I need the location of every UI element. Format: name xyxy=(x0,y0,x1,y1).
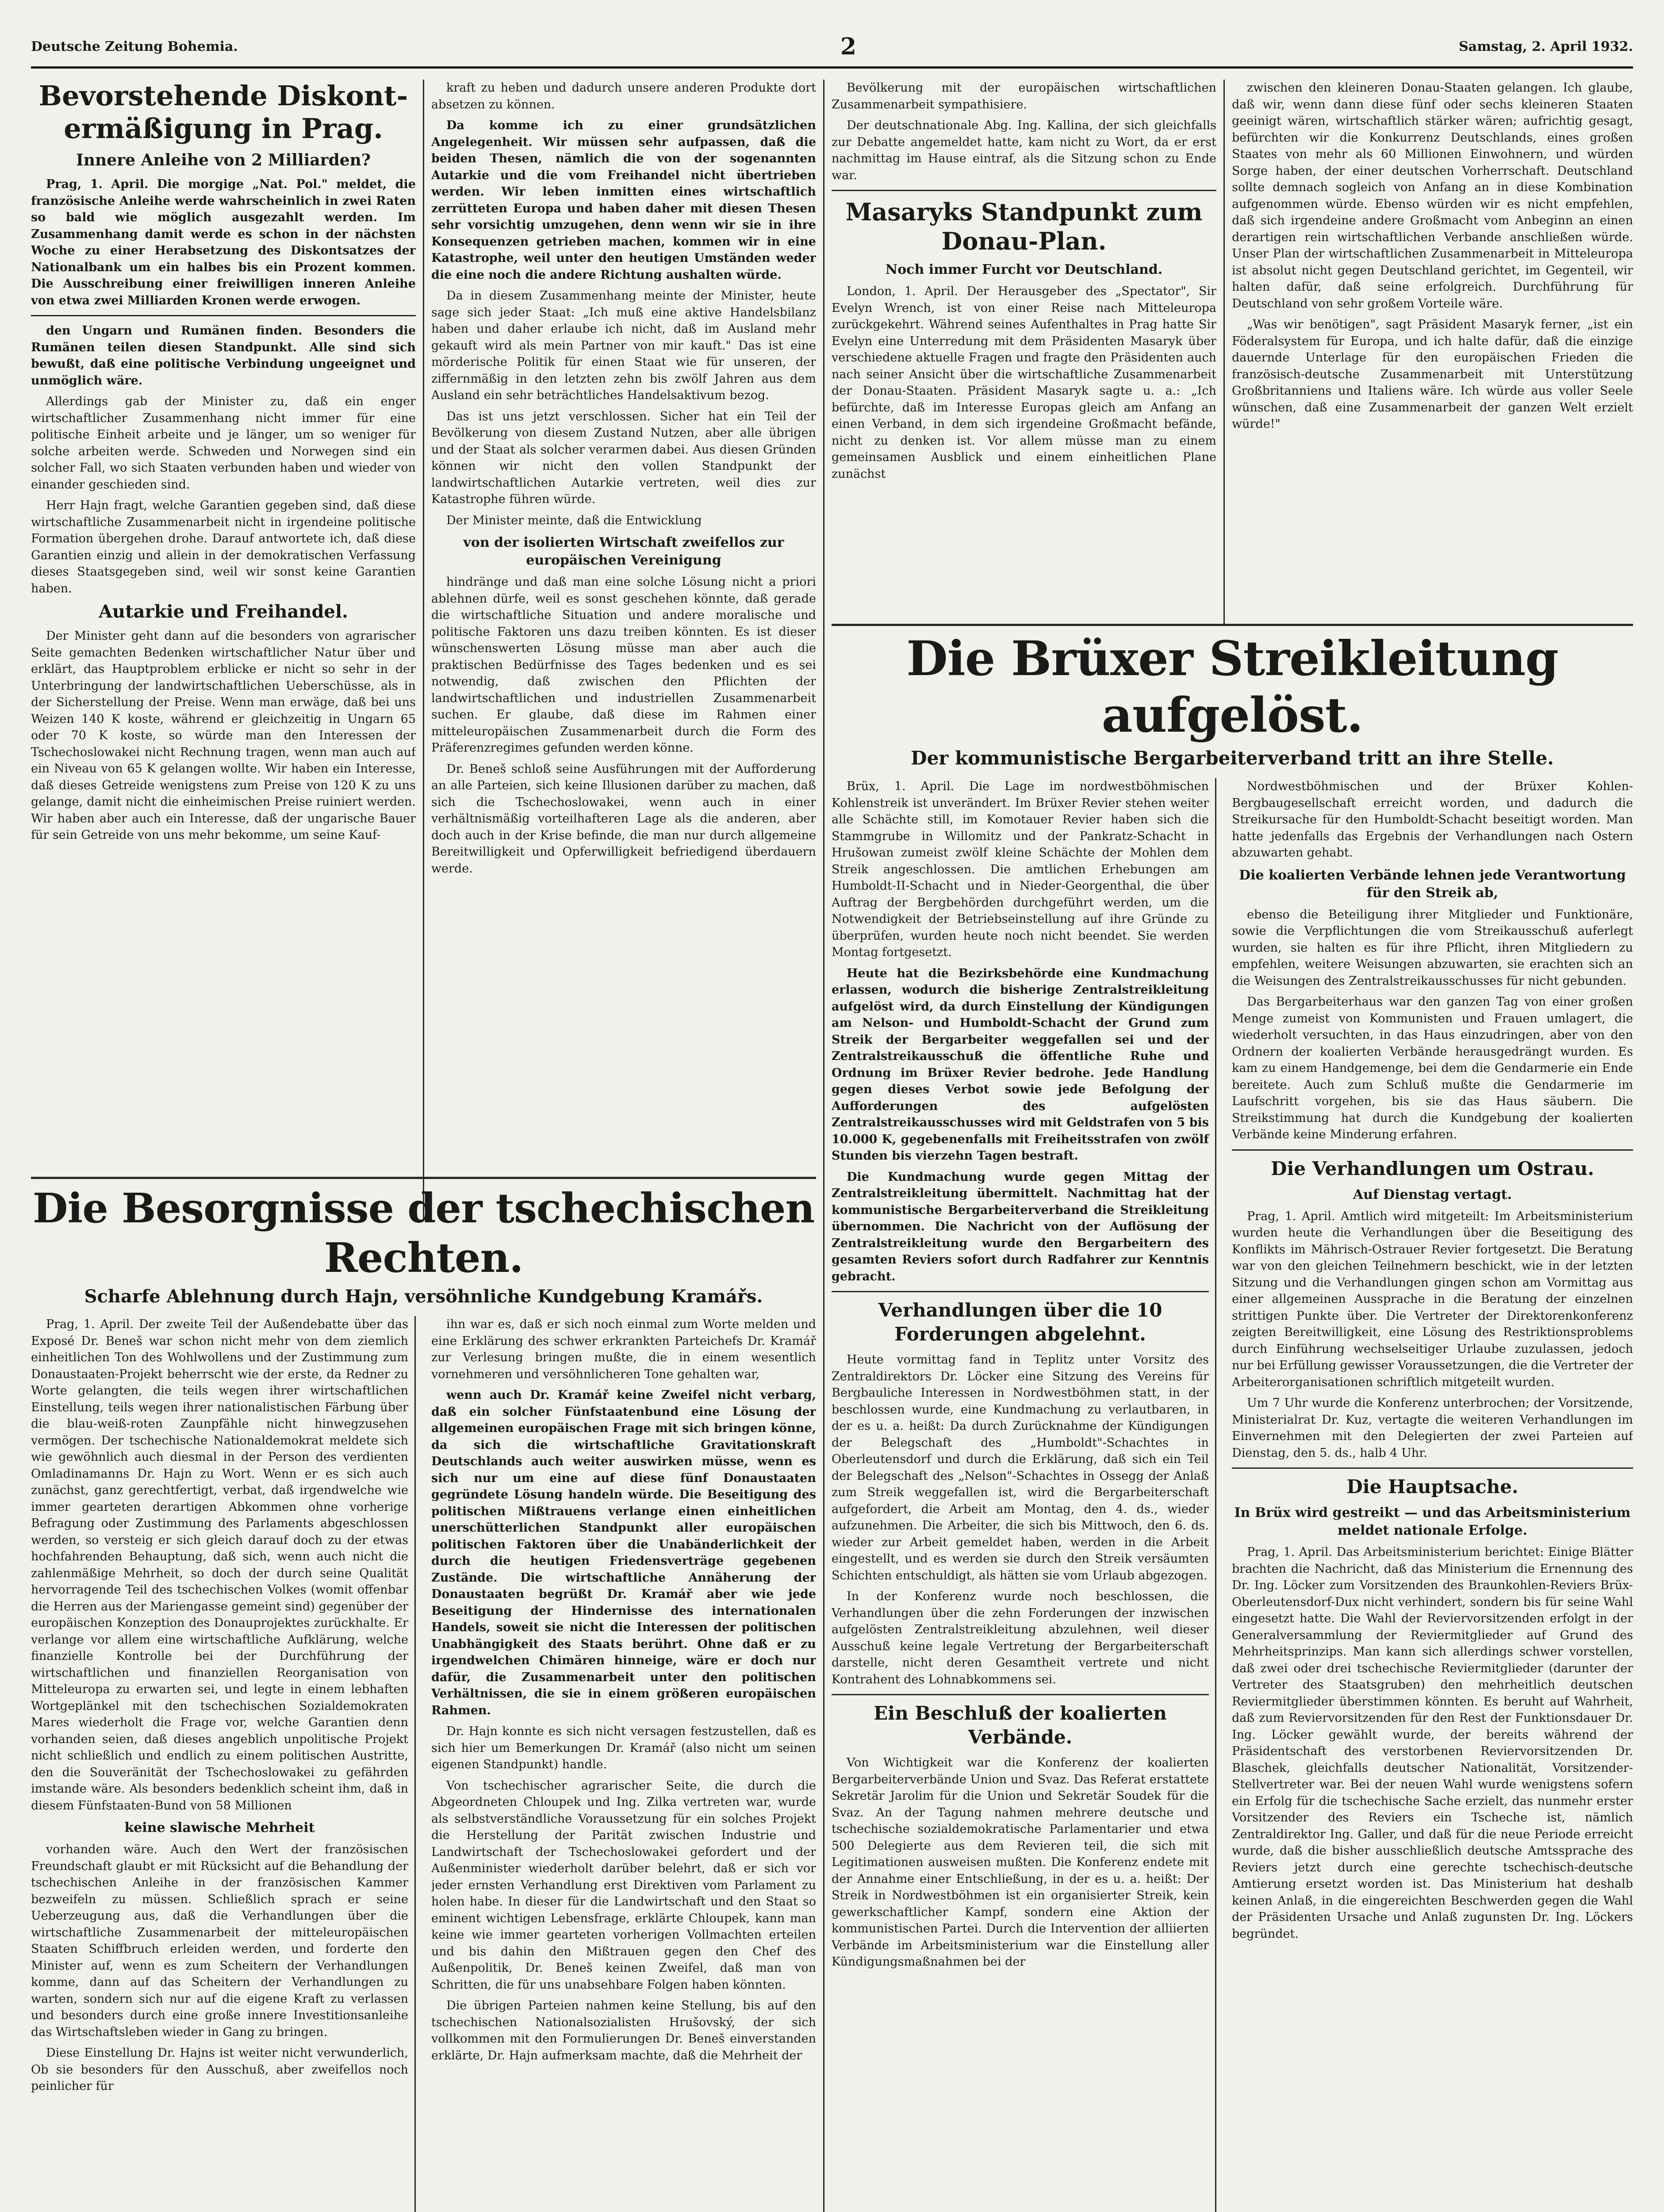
column-1 xyxy=(31,80,416,1168)
article-headline-besorgnisse: Die Besorgnisse der tschechischen Rechten. xyxy=(32,1184,815,1282)
article-paragraph: Brüx, 1. April. Die Lage im nordwestböhmischen Kohlenstreik ist unverändert. Im Brüxer Revier stehen weiter alle Schächte still, im Komotauer Revier haben sich die Stammgrube in Willomitz und der Pankratz-Schacht in Hrušowan zumeist zwölf kleine Schächte der Mohlen dem Streik angeschlossen. Die amtlichen Erhebungen am Humboldt-II-Schacht und in Nieder-Georgenthal, die über Auftrag der Bergbehörden durchgeführt werden, um die Notwendigkeit der Betriebseinstellung auf ihre Gründe zu überprüfen, wurden heute noch nicht beendet. Sie werden Montag fortgesetzt. xyxy=(832,780,1209,959)
masthead xyxy=(31,27,1633,69)
divider xyxy=(832,1291,1209,1292)
article-paragraph: London, 1. April. Der Herausgeber des „Spectator", Sir Evelyn Wrench, ist von einer Reise nach Mitteleuropa zurückgekehrt. Während seines Aufenthaltes in Prag hatte Sir Evelyn eine Unterredung mit dem Präsidenten Masaryk über verschiedene aktuelle Fragen und fragte den Präsidenten auch nach seiner Ansicht über die wirtschaftliche Zusammenarbeit der Donau-Staaten. Präsident Masaryk sagte u. a.: „Ich befürchte, daß im Interesse Europas gleich am Anfang an einen Verband, in dem sich irgendeine Großmacht befände, nicht zu denken ist. Vor allem müsse man zu einem gemeinsamen Ausblick und einem einheitlichen Plane zunächst xyxy=(832,284,1216,481)
divider xyxy=(1232,1467,1633,1469)
czech-columns xyxy=(31,1316,816,2212)
section-heading-koalierte: Die koalierten Verbände lehnen jede Verantwortung für den Streik ab, xyxy=(1239,867,1626,901)
article-headline-streikleitung: Die Brüxer Streikleitung aufgelöst. xyxy=(906,631,1558,743)
article-paragraph: Prag, 1. April. Der zweite Teil der Außendebatte über das Exposé Dr. Beneš war schon nicht mehr von dem ziemlich einheitlichen Ton des Wohlwollens und der Zustimmung zum Donaustaaten-Projekt beherrscht wie der erste, da Redner zu Worte gelangten, die teils wegen ihrer wirtschaftlichen Einstellung, teils wegen ihrer nationalistischen Färbung über die blau-weiß-roten Zaunpfähle nicht hinwegzusehen vermögen. Der tschechische Nationaldemokrat meldete sich wie gewöhnlich auch diesmal in der Person des verdienten Omladinamanns Dr. Hajn zu Wort. Wenn er es sich auch zunächst, ganz gerechtfertigt, verbat, daß irgendwelche wie immer gearteten derartigen Abkommen ohne vorherige Befragung oder Zustimmung des Parlaments abgeschlossen werden, so versteig er sich gleich darauf doch zu der etwas hochfahrenden Behauptung, daß sich, wenn auch nicht die zahlenmäßige Mehrheit, so doch der durch seine Qualität hervorragende Teil des tschechischen Volkes (womit offenbar die Herren aus der Mariengasse gemeint sind) gegenüber der europäischen Konzeption des Donauprojektes zurückhalte. Er verlange vor allem eine wirtschaftliche Aufklärung, welche finanzielle Kontrolle bei der Durchführung der wirtschaftlichen und finanziellen Reorganisation von Mitteleuropa zu erwarten sei, und legte in einem lebhaften Wortgeplänkel mit den tschechischen Sozialdemokraten Mares wiederholt die Frage vor, welche Garantien denn vorhanden seien, daß dieses angeblich unpolitische Projekt nicht schließlich und endlich zu einem politischen Austritte, den die Souveränität der Tschechoslowakei zu gefährden imstande wäre. Als besonders bedenklich scheint ihm, daß in diesem Fünfstaaten-Bund von 58 Millionen xyxy=(31,1317,408,1813)
strike-columns xyxy=(832,778,1633,2212)
section-heading-beschluss: Ein Beschluß der koalierten Verbände. xyxy=(874,1702,1167,1748)
section-subheading-brux: In Brüx wird gestreikt — und das Arbeitsministerium meldet nationale Erfolge. xyxy=(1234,1505,1631,1538)
article-paragraph: Dr. Beneš schloß seine Ausführungen mit der Aufforderung an alle Parteien, sich keine Illusionen darüber zu machen, daß sich die Tschechoslowakei, wenn auch in einer verhältnismäßig vorteilhafteren Lage als die anderen, aber doch auch in der Krise befinde, die man nur durch allgemeine Bereitwilligkeit und Opferwilligkeit befriedigend überdauern werde. xyxy=(431,762,816,876)
divider xyxy=(832,624,1633,626)
article-paragraph: Allerdings gab der Minister zu, daß ein enger wirtschaftlicher Zusammenhang nicht immer für eine politische Einheit arbeite und je länger, um so weniger für solche arbeiten werde. Schweden und Norwegen sind ein solcher Fall, wo sich Staaten verbunden haben und wieder von einander geschieden sind. xyxy=(31,395,416,492)
divider xyxy=(31,1177,816,1179)
article-paragraph: Prag, 1. April. Die morgige „Nat. Pol." meldet, die französische Anleihe werde wahrscheinlich in zwei Raten so bald wie möglich ausgezahlt werden. Im Zusammenhang damit werde es schon in der nächsten Woche zu einer Herabsetzung des Diskontsatzes der Nationalbank um ein halbes bis ein Prozent kommen. Die Ausschreibung einer freiwilligen inneren Anleihe von etwa zwei Milliarden Kronen werde erwogen. xyxy=(31,177,416,307)
section-heading-isolierte: von der isolierten Wirtschaft zweifellos zur europäischen Vereinigung xyxy=(463,535,784,568)
article-czech-right xyxy=(31,1177,816,2212)
column-rule xyxy=(423,80,424,1221)
section-heading-ostrau: Die Verhandlungen um Ostrau. xyxy=(1271,1157,1594,1179)
page-number: 2 xyxy=(840,33,857,60)
article-paragraph: vorhanden wäre. Auch den Wert der französischen Freundschaft glaubt er mit Rücksicht auf die Behandlung der tschechischen Anleihe in der französischen Kammer bezweifeln zu müssen. Schließlich sprach er seine Ueberzeugung aus, daß die Verhandlungen über die wirtschaftliche Zusammenarbeit der mitteleuropäischen Staaten Schiffbruch erleiden werden, und forderte den Minister auf, wenn es zum Scheitern der Verhandlungen komme, dann auf das Scheitern der Verhandlungen zu warten, sondern sich nur auf die eigene Kraft zu verlassen und besonders durch eine große innere Investitionsanleihe das Wirtschaftsleben wieder in Gang zu bringen. xyxy=(31,1843,408,2039)
divider xyxy=(832,190,1216,191)
article-subheadline-anleihe: Innere Anleihe von 2 Milliarden? xyxy=(76,151,371,169)
article-paragraph: „Was wir benötigen", sagt Präsident Masaryk ferner, „ist ein Föderalsystem für Europa, und ich halte dafür, daß die einzige dauernde Unterlage für den europäischen Frieden die französisch-deutsche Zusammenarbeit mit Unterstützung Großbritanniens und Italiens wäre. Ich würde aus voller Seele wünschen, daß eine Zusammenarbeit der ganzen Welt erzielt würde!" xyxy=(1232,318,1633,431)
article-paragraph: Da in diesem Zusammenhang meinte der Minister, heute sage sich jeder Staat: „Ich muß eine aktive Handelsbilanz haben und daher erlaube ich nicht, daß im Ausland mehr gekauft wird als mein Partner von mir kauft." Das ist eine mörderische Politik für einen Staat wie für unseren, der ziffernmäßig in den letzten zehn bis zwölf Jahren aus dem Ausland ein sehr beträchtliches Handelsaktivum bezog. xyxy=(431,289,816,402)
divider xyxy=(31,315,416,316)
section-heading-slawisch: keine slawische Mehrheit xyxy=(124,1820,315,1836)
article-paragraph: Das ist uns jetzt verschlossen. Sicher hat ein Teil der Bevölkerung von diesem Zustand Nutzen, aber alle übrigen und der Staat als solcher verarmen dabei. Aus diesen Gründen können wir nicht den vollen Standpunkt der landwirtschaftlichen Autarkie vertreten, weil dies zur Katastrophe führen würde. xyxy=(431,409,816,506)
article-paragraph: Prag, 1. April. Das Arbeitsministerium berichtet: Einige Blätter brachten die Nachricht, daß das Ministerium die Ernennung des Dr. Ing. Löcker zum Vorsitzenden des Braunkohlen-Reviers Brüx-Oberleutensdorf-Dux nicht verhindert, sondern bis für seine Wahl eingesetzt hatte. Die Wahl der Reviervorsitzenden erfolgt in der Generalversammlung der Reviermitglieder auf Grund des Mehrheitsprinzips. Man kann sich allerdings schwer vorstellen, daß zwei oder drei tschechische Reviermitglieder (darunter der Vertreter des Staatsgruben) den mehrheitlich deutschen Reviermitglieder überstimmen könnten. Es beruht auf Wahrheit, daß zum Reviervorsitzenden für den Rest der Funktionsdauer Dr. Ing. Löcker gewählt wurde, der bereits während der Präsidentschaft des verstorbenen Reviervorsitzenden Dr. Blaschek, gleichfalls deutscher Nationalität, Vorsitzender-Stellvertreter war. Bei der neuen Wahl wurde wenigstens sofern ein Erfolg für die tschechische Sache erzielt, das nunmehr erster Vorsitzender des Reviers ein Tscheche ist, nämlich Zentraldirektor Ing. Galler, und daß für die neue Periode erreicht wurde, daß die bisher ausschließlich deutsche Amtssprache des Reviers jetzt durch eine gerechte tschechisch-deutsche Amtierung ersetzt worden ist. Das Ministerium hat deshalb keinen Anlaß, in die eingereichten Beschwerden gegen die Wahl der Präsidenten Ursache und Anlaß zugunsten Dr. Ing. Löckers begründet. xyxy=(1232,1545,1633,1941)
article-paragraph: den Ungarn und Rumänen finden. Besonders die Rumänen teilen diesen Standpunkt. Alle sind sich bewußt, daß eine politische Verbindung ungeeignet und unmöglich wäre. xyxy=(31,324,416,388)
divider xyxy=(832,1694,1209,1695)
masthead-date: Samstag, 2. April 1932. xyxy=(1459,38,1633,54)
article-paragraph: Heute vormittag fand in Teplitz unter Vorsitz des Zentraldirektors Dr. Löcker eine Sitzung des Vereins für Bergbauliche Interessen in Nordwestböhmen statt, in der beschlossen wurde, eine Kundmachung zu verlautbaren, in der es u. a. heißt: Da durch Zurücknahme der Kündigungen der Belegschaft des „Humboldt"-Schachtes in Oberleutensdorf und durch die Erklärung, daß sich ein Teil der Belegschaft des „Nelson"-Schachtes in Ossegg der Anlaß zum Streik weggefallen ist, wird die Bergarbeiterschaft aufgefordert, die Arbeit am Montag, den 4. ds., wieder aufzunehmen. Die Arbeiter, die sich bis Mittwoch, den 6. ds. wieder zur Arbeit gemeldet haben, werden in die Arbeit eingestellt, und es werden sie durch den Streik versäumten Schichten entschuldigt, als hätten sie vom Urlaub abgezogen. xyxy=(832,1353,1209,1582)
article-paragraph: Der Minister meinte, daß die Entwicklung xyxy=(446,513,702,527)
article-headline-masaryk: Masaryks Standpunkt zum Donau-Plan. xyxy=(845,198,1203,255)
article-paragraph: ihn war es, daß er sich noch einmal zum Worte melden und eine Erklärung des schwer erkrankten Parteichefs Dr. Kramář zur Verlesung bringen mußte, die in einem wesentlich vornehmeren und versöhnlicheren Tone gehalten war, xyxy=(431,1317,816,1381)
divider xyxy=(1232,1149,1633,1151)
section-heading-autarkie: Autarkie und Freihandel. xyxy=(99,601,348,622)
section-heading-verhandlungen: Verhandlungen über die 10 Forderungen abgelehnt. xyxy=(878,1299,1162,1345)
article-paragraph: hindränge und daß man eine solche Lösung nicht a priori ablehnen dürfe, weil es sonst geschehen könnte, daß gerade die wirtschaftliche Situation und andere moralische und politische Faktoren uns dazu treiben könnten. Es ist dieser wünschenswerten Lösung müsse man aber auch die praktischen Bedürfnisse des Tages bedenken und es sei notwendig, daß zwischen den Pflichten der landwirtschaftlichen und industriellen Zusammenarbeit suchen. Er glaube, daß diese im Rahmen einer mitteleuropäischen Zusammenarbeit durch die Form des Präferenzregimes gefunden werden könne. xyxy=(431,575,816,755)
newspaper-page xyxy=(31,27,1633,2212)
article-paragraph: zwischen den kleineren Donau-Staaten gelangen. Ich glaube, daß wir, wenn dann diese fünf oder sechs kleineren Staaten geeinigt wären, wirtschaftlich stärker wären; aufrichtig gesagt, befürchten wir die Konkurrenz Deutschlands, eines großen Staates von mehr als 60 Millionen Einwohnern, und würden Sorge haben, der einer deutschen Vorherrschaft. Deutschland sollte demnach sogleich von Anfang an in diese Kombination aufgenommen würde. Ebenso würden wir es nicht empfehlen, daß sich irgendeine andere Großmacht vom Anbeginn an einen derartigen rein wirtschaftlichen Verbande anschließen würde. Unser Plan der wirtschaftlichen Zusammenarbeit in Mitteleuropa ist absolut nicht gegen Deutschland gerichtet, im Gegenteil, wir halten dafür, daß seine erfolgreich. Durchführung für Deutschland von sehr großem Vorteile wäre. xyxy=(1232,81,1633,311)
column-rule xyxy=(1223,80,1225,624)
article-headline-diskont: Bevorstehende Diskont-ermäßigung in Prag. xyxy=(38,80,408,145)
article-paragraph: wenn auch Dr. Kramář keine Zweifel nicht verbarg, daß ein solcher Fünfstaatenbund eine Lösung der allgemeinen europäischen Frage mit sich bringen könne, da sich die wirtschaftliche Gravitationskraft Deutschlands auch weiter auswirken müsse, wenn es sich nur um eine auf diese fünf Donaustaaten gegründete Lösung handeln würde. Die Beseitigung des politischen Mißtrauens verlange einen einheitlichen unerschütterlichen Standpunkt aller europäischen politischen Faktoren über die Unabänderlichkeit der durch die heutigen Friedensverträge gegebenen Zustände. Die wirtschaftliche Annäherung der Donaustaaten begrüßt Dr. Kramář aber wie jede Beseitigung der Hindernisse des internationalen Handels, soweit sie nicht die Interessen der politischen Unabhängigkeit des Staats berührt. Ohne daß er zu irgendwelchen Chimären hinneige, wäre er doch nur dafür, die Zusammenarbeit unter den politischen Verhältnissen, die sie in einem größeren europäischen Rahmen. xyxy=(431,1388,816,1717)
article-paragraph: Diese Einstellung Dr. Hajns ist weiter nicht verwunderlich, Ob sie besonders für den Ausschuß, aber zweifellos noch peinlicher für xyxy=(31,2046,408,2093)
section-heading-hauptsache: Die Hauptsache. xyxy=(1346,1476,1518,1498)
strike-column-left xyxy=(832,778,1216,2212)
article-paragraph: Die übrigen Parteien nahmen keine Stellung, bis auf den tschechischen Nationalsozialisten Hrušovský, der sich vollkommen mit den Formulierungen Dr. Beneš einverstanden erklärte, Dr. Hajn aufmerksam machte, daß die Mehrheit der xyxy=(431,1999,816,2062)
article-paragraph: Der deutschnationale Abg. Ing. Kallina, der sich gleichfalls zur Debatte angemeldet hatte, kam nicht zu Wort, da er erst nachmittag im Hause eintraf, als die Sitzung schon zu Ende war. xyxy=(832,119,1216,182)
article-paragraph: Nordwestböhmischen und der Brüxer Kohlen-Bergbaugesellschaft erreicht worden, und dadurch die Streikursache für den Humboldt-Schacht beseitigt worden. Man hatte jedenfalls das Ergebnis der Verhandlungen nach Ostern abzuwarten gehabt. xyxy=(1232,780,1633,860)
strike-column-right xyxy=(1232,778,1633,2212)
article-paragraph: Die Kundmachung wurde gegen Mittag der Zentralstreikleitung übermittelt. Nachmittag hat der kommunistische Bergarbeiterverband die Streikleitung übernommen. Die Nachricht von der Auflösung der Zentralstreikleitung wurde den Bergarbeitern des gesamten Reviers sofort durch Radfahrer zur Kenntnis gebracht. xyxy=(832,1170,1209,1283)
article-paragraph: Um 7 Uhr wurde die Konferenz unterbrochen; der Vorsitzende, Ministerialrat Dr. Kuz, vertagte die weiteren Verhandlungen im Einvernehmen mit den Delegierten der zwei Parteien auf Dienstag, den 5. ds., halb 4 Uhr. xyxy=(1232,1396,1633,1460)
article-paragraph: kraft zu heben und dadurch unsere anderen Produkte dort absetzen zu können. xyxy=(431,81,816,111)
article-paragraph: Da komme ich zu einer grundsätzlichen Angelegenheit. Wir müssen sehr aufpassen, daß die beiden Thesen, nämlich die von der sogenannten Autarkie und die vom Freihandel nicht übertrieben werden. Wir leben inmitten eines wirtschaftlich zerrütteten Europa und haben daher mit diesen Thesen sehr vorsichtig umzugehen, denn wenn wir sie in ihre Konsequenzen getrieben machen, kommen wir in eine Katastrophe, weil unter den heutigen Umständen weder die eine noch die andere Richtung aushalten würde. xyxy=(431,119,816,282)
article-subheadline-hajn: Scharfe Ablehnung durch Hajn, versöhnliche Kundgebung Kramářs. xyxy=(84,1286,763,1307)
article-paragraph: Heute hat die Bezirksbehörde eine Kundmachung erlassen, wodurch die bisherige Zentralstreikleitung aufgelöst wird, da durch Einstellung der Kündigungen am Nelson- und Humboldt-Schacht der Grund zum Streik der Bergarbeiter weggefallen sei und der Zentralstreikausschuß die öffentliche Ruhe und Ordnung im Brüxer Revier bedrohe. Jede Handlung gegen dieses Verbot sowie jede Befolgung der Aufforderungen des aufgelösten Zentralstreikausschusses wird mit Geldstrafen von 5 bis 10.000 K, gegebenenfalls mit Freiheitsstrafen von zwölf Stunden bis vierzehn Tagen bestraft. xyxy=(832,966,1209,1163)
masthead-title: Deutsche Zeitung Bohemia. xyxy=(31,38,238,54)
column-2 xyxy=(431,80,816,1168)
article-subheadline-bergarbeiter: Der kommunistische Bergarbeiterverband tritt an ihre Stelle. xyxy=(911,747,1554,769)
article-paragraph: Herr Hajn fragt, welche Garantien gegeben sind, daß diese wirtschaftliche Zusammenarbeit nicht in irgendeine politische Formation übergehen drohe. Darauf antwortete ich, daß diese Garantien einzig und allein in der demokratischen Verfassung dieses Staatsgegeben sind, weil wir sonst keine Garantien haben. xyxy=(31,499,416,595)
czech-column-left xyxy=(31,1316,416,2212)
article-paragraph: Prag, 1. April. Amtlich wird mitgeteilt: Im Arbeitsministerium wurden heute die Verhandlungen über die Beseitigung des Konflikts im Mährisch-Ostrauer Revier fortgesetzt. Die Beratung war von den gleichen Teilnehmern beschickt, wie in der letzten Sitzung und die Verhandlungen gingen schon am Vormittag aus einer allgemeinen Aussprache in die Beratung der einzelnen strittigen Punkte über. Die Vertreter der Direktorenkonferenz zeigten Bereitwilligkeit, eine Lösung des Restriktionsproblems durch Einführung wechselseitiger Urlaube zuzulassen, jedoch nur bei Erfüllung gewisser Voraussetzungen, die die Vertreter der Arbeiterorganisationen schriftlich mitgeteilt wurden. xyxy=(1232,1209,1633,1389)
column-rule xyxy=(823,80,824,2212)
article-subheadline-furcht: Noch immer Furcht vor Deutschland. xyxy=(885,262,1163,277)
article-paragraph: Das Bergarbeiterhaus war den ganzen Tag von einer großen Menge zumeist von Kommunisten und Frauen umlagert, die wiederholt versuchten, in das Haus einzudringen, aber von den Ordnern der koalierten Verbände herausgedrängt wurden. Es kam zu einem Handgemenge, bei dem die Gendarmerie ein Ende bereitete. Auch zum Schluß mußte die Gendarmerie im Laufschritt vorgehen, bis sie das Haus säubern. Die Streikstimmung hat durch die Kundgebung der koalierten Verbände keine Minderung erfahren. xyxy=(1232,995,1633,1141)
section-subheading-dienstag: Auf Dienstag vertagt. xyxy=(1353,1187,1512,1202)
article-paragraph: Von tschechischer agrarischer Seite, die durch die Abgeordneten Chloupek und Ing. Zilka vertreten war, wurde als selbstverständliche Voraussetzung für ein solches Projekt die Herstellung der Parität zwischen Industrie und Landwirtschaft der Tschechoslowakei gefordert und der Außenminister wiederholt darüber belehrt, daß er sich vor jeder ernsten Verhandlung erst Direktiven vom Parlament zu holen habe. In dieser für die Landwirtschaft und den Staat so eminent wichtigen Lebensfrage, erklärte Chloupek, kann man keine wie immer gearteten vorherigen Vollmachten erteilen und bis dahin den Mißtrauen gegen den Chef des Außenpolitik, Dr. Beneš keinen Zweifel, daß man von Schritten, die für uns unabsehbare Folgen haben könnten. xyxy=(431,1778,816,1992)
article-paragraph: Dr. Hajn konnte es sich nicht versagen festzustellen, daß es sich hier um Bemerkungen Dr. Kramář (also nicht um seinen eigenen Standpunkt) handle. xyxy=(431,1724,816,1771)
column-4 xyxy=(1232,80,1633,615)
column-3 xyxy=(832,80,1216,615)
czech-column-right xyxy=(431,1316,816,2212)
article-paragraph: Der Minister geht dann auf die besonders von agrarischer Seite gemachten Bedenken wirtschaftlicher Natur über und erklärt, das Hauptproblem erblicke er nicht so sehr in der Unterbringung der landwirtschaftlichen Ueberschüsse, als in der Sicherstellung der Preise. Wenn man erwäge, daß bei uns Weizen 140 K koste, während er gleichzeitig in Ungarn 65 oder 70 K koste, so würde man den Interessen der Tschechoslowakei nicht Rechnung tragen, wenn man auch auf ein Niveau von 65 K gelangen wollte. Wir haben ein Interesse, daß dieses Getreide wenigstens zum Preise von 120 K zu uns gelange, damit nicht die einheimischen Preise ruiniert werden. Wir haben aber auch ein Interesse, daß der ungarische Bauer für sein Getreide von uns mehr bekomme, um seine Kauf- xyxy=(31,629,416,842)
article-paragraph: ebenso die Beteiligung ihrer Mitglieder und Funktionäre, sowie die Verpflichtungen die vom Streikausschuß auferlegt wurden, sie halten es für ihre Pflicht, ihren Mitgliedern zu empfehlen, weitere Weisungen abzuwarten, sie erachten sich an die Weisungen des Zentralstreikausschusses für nicht gebunden. xyxy=(1232,907,1633,988)
article-paragraph: In der Konferenz wurde noch beschlossen, die Verhandlungen über die zehn Forderungen der inzwischen aufgelösten Zentralstreikleitung abzulehnen, weil dieser Ausschuß keine legale Vertretung der Bergarbeiterschaft darstelle, nicht deren Gesamtheit vertrete und nicht Kontrahent des Lohnabkommens sei. xyxy=(832,1590,1209,1686)
article-paragraph: Von Wichtigkeit war die Konferenz der koalierten Bergarbeiterverbände Union und Svaz. Das Referat erstattete Sekretär Jarolim für die Union und Sekretär Soudek für die Svaz. An der Tagung nahmen mehrere deutsche und tschechische sozialdemokratische Parlamentarier und etwa 500 Delegierte aus dem Revieren teil, die sich mit Legitimationen ausweisen mußten. Die Konferenz endete mit der Annahme einer Entschließung, in der es u. a. heißt: Der Streik in Nordwestböhmen ist ein organisierter Streik, kein gewerkschaftlicher Kampf, sondern eine Aktion der kommunistischen Partei. Durch die Intervention der alliierten Verbände im Arbeitsministerium war die Einstellung aller Kündigungsmaßnahmen bei der xyxy=(832,1756,1209,1969)
article-strike xyxy=(832,624,1633,2212)
article-paragraph: Bevölkerung mit der europäischen wirtschaftlichen Zusammenarbeit sympathisiere. xyxy=(832,81,1216,111)
